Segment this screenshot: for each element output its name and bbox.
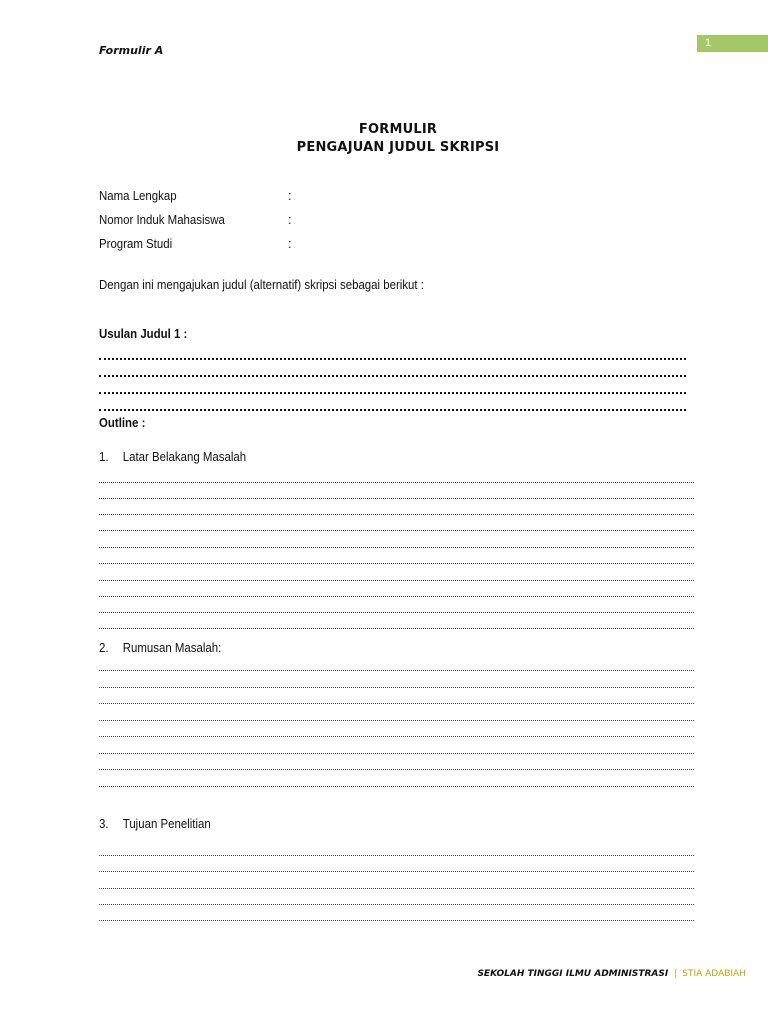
study-program-colon: : (288, 236, 292, 251)
form-title-line-2: PENGAJUAN JUDUL SKRIPSI (296, 140, 500, 155)
outline-dotted-line (99, 670, 694, 671)
outline-section-number: 1. (99, 449, 109, 464)
footer-institution-name: SEKOLAH TINGGI ILMU ADMINISTRASI (477, 969, 669, 979)
outline-dotted-line (99, 888, 694, 889)
outline-dotted-line (99, 904, 694, 905)
form-code-label: Formulir A (99, 44, 164, 57)
outline-section-title: Rumusan Masalah: (122, 640, 222, 655)
outline-dotted-line (99, 547, 694, 548)
student-id-label: Nomor Induk Mahasiswa (99, 212, 225, 227)
outline-dotted-line (99, 514, 694, 515)
form-title-line-1: FORMULIR (358, 122, 438, 137)
page-number: 1 (705, 37, 712, 49)
outline-dotted-line (99, 498, 694, 499)
outline-dotted-line (99, 687, 694, 688)
outline-section-heading (99, 815, 211, 833)
outline-dotted-line (99, 530, 694, 531)
title-dotted-line (99, 358, 686, 360)
outline-dotted-line (99, 736, 694, 737)
title-dotted-line (99, 409, 686, 411)
page-number-badge (697, 35, 768, 52)
outline-dotted-line (99, 753, 694, 754)
title-dotted-line (99, 375, 686, 377)
outline-dotted-line (99, 786, 694, 787)
student-id-colon: : (288, 212, 292, 227)
full-name-colon: : (288, 188, 292, 203)
outline-dotted-line (99, 720, 694, 721)
outline-dotted-line (99, 855, 694, 856)
outline-dotted-line (99, 580, 694, 581)
study-program-label: Program Studi (99, 236, 173, 251)
outline-dotted-line (99, 769, 694, 770)
outline-heading: Outline : (99, 415, 146, 430)
outline-dotted-line (99, 612, 694, 613)
outline-section-heading (99, 448, 246, 466)
outline-dotted-line (99, 703, 694, 704)
intro-text: Dengan ini mengajukan judul (alternatif) skripsi sebagai berikut : (99, 277, 424, 292)
form-title (0, 121, 768, 157)
page-footer (477, 968, 746, 980)
title-dotted-line (99, 392, 686, 394)
outline-section-number: 2. (99, 640, 109, 655)
outline-section-title: Tujuan Penelitian (122, 816, 211, 831)
footer-institution-acronym: STIA ADABIAH (682, 969, 746, 979)
footer-separator: | (674, 969, 678, 979)
full-name-label: Nama Lengkap (99, 188, 177, 203)
outline-dotted-line (99, 563, 694, 564)
outline-section-heading (99, 639, 221, 657)
outline-dotted-line (99, 482, 694, 483)
outline-section-number: 3. (99, 816, 109, 831)
outline-section-title: Latar Belakang Masalah (122, 449, 247, 464)
proposal-title-heading: Usulan Judul 1 : (99, 326, 188, 341)
outline-dotted-line (99, 920, 694, 921)
outline-dotted-line (99, 628, 694, 629)
outline-dotted-line (99, 871, 694, 872)
outline-dotted-line (99, 596, 694, 597)
